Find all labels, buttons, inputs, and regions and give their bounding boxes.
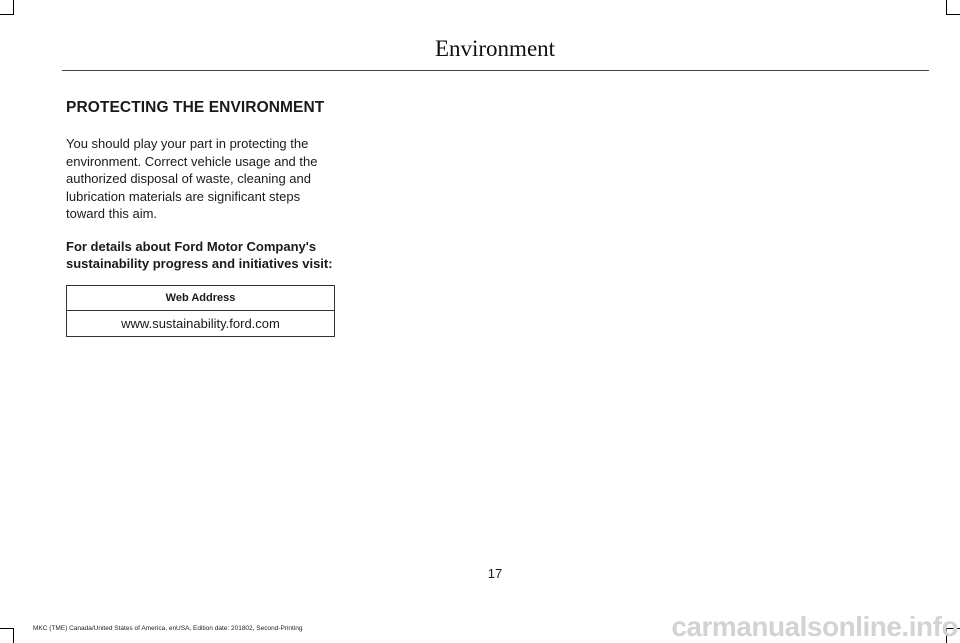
page-number: 17 <box>487 566 503 581</box>
crop-mark-top-right-h <box>946 14 960 15</box>
section-heading: PROTECTING THE ENVIRONMENT <box>66 99 325 116</box>
crop-mark-top-right-v <box>946 0 947 14</box>
table-header-web-address: Web Address <box>67 285 335 310</box>
main-content <box>66 99 338 337</box>
web-address-table <box>66 285 335 337</box>
crop-mark-top-left-v <box>13 0 14 14</box>
edition-info: MKC (TME) Canada/United States of America, enUSA, Edition date: 201802, Second-Printing <box>33 625 303 632</box>
crop-mark-bottom-left-h <box>0 628 14 629</box>
intro-paragraph: You should play your part in protecting the environment. Correct vehicle usage and the authorized disposal of waste, cleaning and lubrication materials are significant steps toward this aim. <box>66 136 318 221</box>
page-title: Environment <box>434 36 556 61</box>
crop-mark-top-left-h <box>0 14 14 15</box>
details-lead: For details about Ford Motor Company's sustainability progress and initiatives visit: <box>66 238 333 271</box>
table-header-row <box>67 285 335 310</box>
web-address-link[interactable]: www.sustainability.ford.com <box>67 310 335 336</box>
header-divider <box>62 70 929 71</box>
watermark: carmanualsonline.info <box>671 611 958 642</box>
crop-mark-bottom-left-v <box>13 629 14 643</box>
table-row <box>67 310 335 336</box>
